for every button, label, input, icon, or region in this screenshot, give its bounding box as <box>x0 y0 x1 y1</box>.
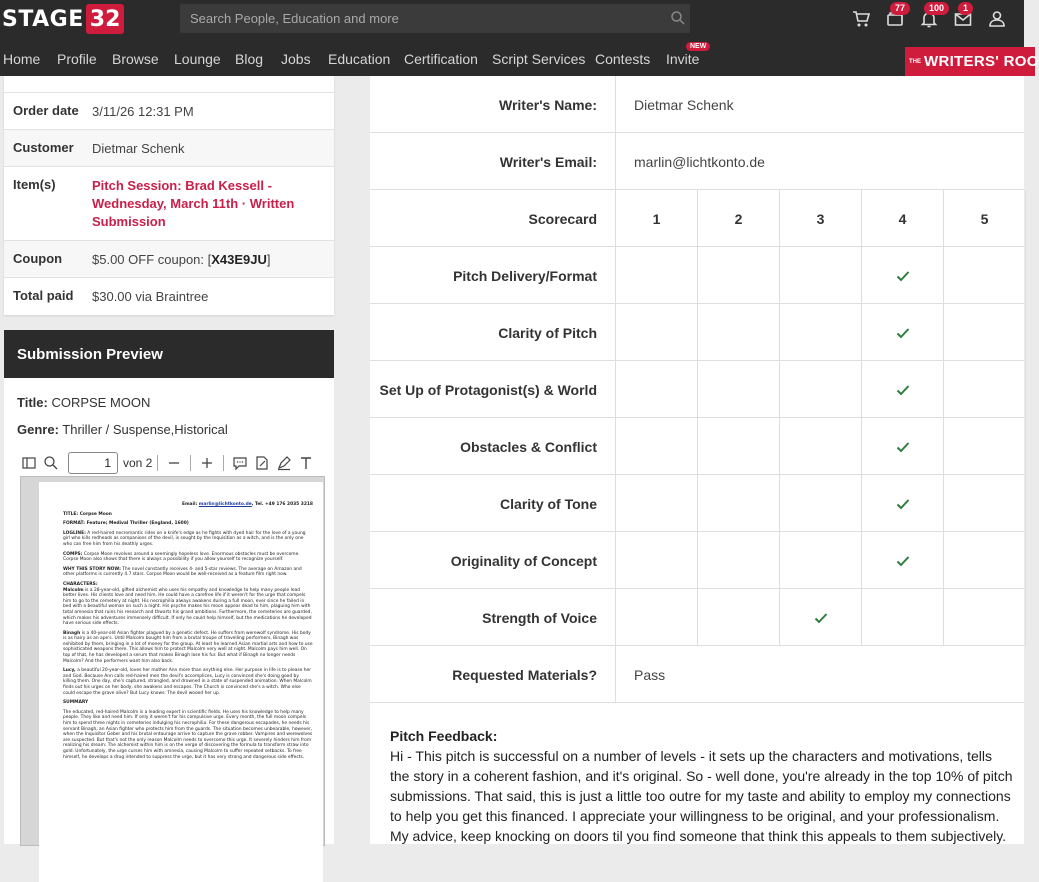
score-cell-5 <box>944 589 1026 646</box>
nav-contests[interactable]: Contests <box>595 51 651 67</box>
pdf-search-button[interactable] <box>40 452 62 474</box>
pdf-email-prefix: Email: <box>181 502 199 507</box>
criterion-row <box>370 247 1024 304</box>
pdf-logline <box>63 531 313 548</box>
feedback-heading: Pitch Feedback: <box>390 728 498 744</box>
scorecard-table <box>370 76 1024 704</box>
scorecard-label: Scorecard <box>370 190 616 247</box>
pdf-summary-text: The educated, red-haired Malcolm is a leading expert in scientific fields. He uses his knowledge to help many people. They like and need him. If only it weren't for his compulsive urge. Every month, the full moon compels him to spend three nights in cemeteries indulging his necrophilia. For these dangerous escapades, he needs his servant Binagh, an Asian fighter who protects him from the guards. The situation becomes unbearable, however, when the Inquisitor Geber and his brutal entourage arrive to capture the grave robber. Vampires and werewolves are suspected. But that's not the only reason Malcolm needs to overcome this urge. It severely hinders him from realizing his dream: The alchemist within him is on the verge of discovering the formula to transform straw into gold. Unfortunately, the urge curses him with amnesia, causing Malcolm to suffer repeated setbacks. To free himself, he develops a drug intended to suppress the urge, but it has very strong and dangerous side effects. <box>63 709 313 760</box>
pdf-why-label: WHY THIS STORY NOW: <box>63 566 121 572</box>
items-label: Item(s) <box>13 177 56 192</box>
writer-email-label: Writer's Email: <box>370 133 616 190</box>
score-cell-3 <box>780 247 862 304</box>
search-bar <box>180 4 690 33</box>
comment-icon <box>232 455 248 471</box>
zoom-out-button[interactable] <box>163 452 185 474</box>
score-cell-5 <box>944 304 1026 361</box>
nav-invite[interactable]: Invite <box>666 51 700 67</box>
pdf-binagh-text: is a 40-year-old Asian fighter plagued by a genetic defect. He suffers from werewolf syndrome. His body is as hairy as an ape's. Until Malcolm bought him from a brutal troupe of travelling performers, Binagh was exhibited by them, bringing in a lot of money for the group. At least he learned Asian martial arts and how to use sophisticated weapons there. This allows him to protect Malcolm very well at night. Malcolm pays him well. On top of that, he has developed a serum that makes Binagh lose his fur. But what if Binagh no longer needs Malcolm? And the performers want him also back. <box>63 630 313 664</box>
pdf-page <box>39 482 323 882</box>
score-cell-2 <box>698 361 780 418</box>
edit-doc-icon <box>254 455 270 471</box>
score-cell-4 <box>862 418 944 475</box>
pitch-feedback <box>370 704 1024 844</box>
pdf-lucy <box>63 668 313 696</box>
score-cell-1 <box>616 361 698 418</box>
pdf-binagh <box>63 631 313 665</box>
nav-education[interactable]: Education <box>328 51 391 67</box>
text-icon <box>298 455 314 471</box>
scale-1: 1 <box>616 190 698 247</box>
criterion-row <box>370 418 1024 475</box>
criterion-label: Clarity of Pitch <box>370 304 616 361</box>
scale-2: 2 <box>698 190 780 247</box>
page-number-input[interactable] <box>68 452 118 474</box>
score-cell-2 <box>698 304 780 361</box>
notifications-button[interactable] <box>912 2 946 36</box>
order-row-customer <box>4 129 334 166</box>
sidebar-toggle-button[interactable] <box>18 452 40 474</box>
pdf-email-line <box>63 502 313 508</box>
nav-browse[interactable]: Browse <box>112 51 159 67</box>
requested-materials-row <box>370 646 1024 703</box>
coupon-code: X43E9JU <box>211 252 267 267</box>
pdf-comps-text: Corpse Moon revolves around a seemingly hopeless love. Enormous obstacles must be overcome. Corpse Moon also shows that there is always a possibility if you allow yourself to recognize yourself. <box>63 551 300 563</box>
highlight-button[interactable] <box>273 452 295 474</box>
logo-text: STAGE <box>2 6 84 32</box>
total-paid-value: $30.00 via Braintree <box>92 289 209 304</box>
order-date-label: Order date <box>13 103 79 118</box>
score-cell-2 <box>698 532 780 589</box>
score-cell-1 <box>616 589 698 646</box>
inbox-button[interactable] <box>946 2 980 36</box>
submission-preview-header: Submission Preview <box>4 330 334 378</box>
criterion-row <box>370 304 1024 361</box>
order-row-date <box>4 92 334 129</box>
writer-email-row <box>370 133 1024 190</box>
criterion-label: Clarity of Tone <box>370 475 616 532</box>
scale-5: 5 <box>944 190 1026 247</box>
submission-preview <box>4 330 334 844</box>
title-label: Title: <box>17 395 48 410</box>
writer-name-row <box>370 76 1024 133</box>
top-icons <box>844 2 1014 36</box>
logo-number: 32 <box>86 4 125 34</box>
writer-name-value: Dietmar Schenk <box>634 96 734 113</box>
pdf-characters <box>63 582 313 627</box>
score-cell-3 <box>780 532 862 589</box>
pdf-logline-text: A red-haired necromantic rides on a knife's edge as he fights with dyed hair for the love of a young girl who kills redheads as companions of the devil, is sought by the Inquisition as a witch, and is the only one who can free him from his deathly urges. <box>63 530 306 547</box>
scale-3: 3 <box>780 190 862 247</box>
pdf-lucy-text: a beautiful 20-year-old, loves her mother Ann more than anything else. Her purpose in life is to please her and God. Because Ann calls red-haired men the devil's accomplices, Lucy is convinced she's doing good by killing them. One day, she's captured, strangled, and drowned in a state of suspended animation. When Malcolm finds out his urges on her body, she awakens and escapes. The Church is convinced she's a witch. Who else could escape the grave alive? But Lucy knows: The devil wooed her up. <box>63 668 312 696</box>
criterion-label: Set Up of Protagonist(s) & World <box>370 361 616 418</box>
pdf-malcolm-label: Malcolm <box>63 587 84 593</box>
score-cell-5 <box>944 361 1026 418</box>
checkmark-icon <box>895 439 911 455</box>
toolbar-divider <box>157 455 158 471</box>
pdf-lucy-label: Lucy, <box>63 668 76 674</box>
score-cell-2 <box>698 475 780 532</box>
coupon-suffix: ] <box>266 252 271 267</box>
cart-icon <box>851 9 871 29</box>
nav-home[interactable]: Home <box>3 51 41 67</box>
user-icon <box>987 9 1007 29</box>
checkmark-icon <box>895 382 911 398</box>
coupon-prefix: $5.00 OFF coupon: [ <box>92 252 212 267</box>
customer-label: Customer <box>13 140 74 155</box>
writers-room-banner[interactable] <box>905 47 1039 76</box>
criterion-row <box>370 475 1024 532</box>
order-details <box>4 76 334 315</box>
pdf-comps <box>63 552 313 563</box>
checkmark-icon <box>813 610 829 626</box>
nav-profile[interactable]: Profile <box>57 51 97 67</box>
score-cell-4 <box>862 361 944 418</box>
feedback-text: Hi - This pitch is successful on a number of levels - it sets up the characters and motivations, tells the story in a coherent fashion, and it's original. So - well done, you're already in the top 10% of pitch submissions. That said, this is just a little too outre for my taste and ability to employ my connections to help you get this financed. I appreciate your willingness to be original, and your professionalism. My advice, keep knocking on doors til you find someone that think this appeals to them subjectively. <box>390 748 1013 844</box>
submission-genre <box>17 422 228 437</box>
pdf-logline-label: LOGLINE: <box>63 530 86 536</box>
nav-script-services[interactable]: Script Services <box>492 51 586 67</box>
score-cell-2 <box>698 247 780 304</box>
score-cell-4 <box>862 589 944 646</box>
order-row-items <box>4 166 334 240</box>
order-row-coupon <box>4 240 334 277</box>
pdf-email-suffix: , Tel. +49 176 2035 3218 <box>251 502 313 507</box>
edit-button[interactable] <box>251 452 273 474</box>
genre-value: Thriller / Suspense,Historical <box>62 422 228 437</box>
score-cell-1 <box>616 532 698 589</box>
score-cell-5 <box>944 247 1026 304</box>
pdf-comps-label: COMPS: <box>63 551 83 557</box>
score-cell-5 <box>944 418 1026 475</box>
magnifier-icon <box>43 455 59 471</box>
score-cell-2 <box>698 418 780 475</box>
toolbar-divider <box>190 455 191 471</box>
genre-label: Genre: <box>17 422 59 437</box>
score-cell-3 <box>780 361 862 418</box>
nav-jobs[interactable]: Jobs <box>281 51 311 67</box>
page-count: von 2 <box>123 456 153 470</box>
pen-icon <box>276 455 292 471</box>
nav-certification[interactable]: Certification <box>404 51 478 67</box>
criterion-row <box>370 589 1024 646</box>
new-badge: NEW <box>686 42 710 51</box>
criterion-label: Pitch Delivery/Format <box>370 247 616 304</box>
account-button[interactable] <box>980 2 1014 36</box>
search-input[interactable] <box>180 4 660 33</box>
title-value: CORPSE MOON <box>51 395 151 410</box>
inbox-badge: 1 <box>958 2 973 15</box>
criterion-row <box>370 532 1024 589</box>
pdf-email-link[interactable]: marlin@lichtkonto.de <box>198 502 252 507</box>
messages-button[interactable] <box>878 2 912 36</box>
score-cell-4 <box>862 532 944 589</box>
pdf-summary-label: SUMMARY <box>63 700 89 706</box>
score-cell-3 <box>780 304 862 361</box>
requested-materials-label: Requested Materials? <box>370 646 616 703</box>
writer-email-value: marlin@lichtkonto.de <box>634 153 765 170</box>
score-cell-5 <box>944 475 1026 532</box>
score-cell-3 <box>780 475 862 532</box>
pdf-viewer[interactable] <box>20 476 325 846</box>
cart-button[interactable] <box>844 2 878 36</box>
score-cell-3 <box>780 418 862 475</box>
writer-name-label: Writer's Name: <box>370 76 616 133</box>
checkmark-icon <box>895 268 911 284</box>
checkmark-icon <box>895 325 911 341</box>
pdf-why <box>63 567 313 578</box>
text-button[interactable] <box>295 452 317 474</box>
search-icon[interactable] <box>670 10 686 26</box>
pdf-binagh-label: Binagh <box>63 630 81 636</box>
coupon-value <box>92 251 322 277</box>
coupon-label: Coupon <box>13 251 63 266</box>
site-logo[interactable] <box>2 5 124 33</box>
score-cell-4 <box>862 247 944 304</box>
order-row-cut <box>4 76 334 92</box>
notifications-badge: 100 <box>924 2 949 15</box>
pdf-why-text: The novel constantly receives 4- and 5-star reviews. The average on Amazon and other platforms is currently 4.7 stars. Corpse Moon would be well-received as a feature film right now. <box>63 566 302 578</box>
score-cell-5 <box>944 532 1026 589</box>
messages-badge: 77 <box>890 2 910 15</box>
scorecard-header-row <box>370 190 1024 247</box>
top-bar <box>0 0 1024 38</box>
score-cell-4 <box>862 475 944 532</box>
criterion-label: Obstacles & Conflict <box>370 418 616 475</box>
checkmark-icon <box>895 496 911 512</box>
plus-icon <box>200 456 214 470</box>
checkmark-icon <box>895 553 911 569</box>
writers-room-the: THE <box>909 58 921 65</box>
scale-4: 4 <box>862 190 944 247</box>
submission-title <box>17 395 150 410</box>
toolbar-divider <box>223 455 224 471</box>
item-link[interactable]: Pitch Session: Brad Kessell - Wednesday, March 11th · Written Submission <box>92 178 295 229</box>
score-cell-3 <box>780 589 862 646</box>
minus-icon <box>167 456 181 470</box>
pdf-malcolm-text: is a 28-year-old, gifted alchemist who uses his empathy and knowledge to help many people lead better lives. His clients love and need him. He could have a carefree life if it weren't for the urge that compels him to go to the cemetery at night. His necrophilia always awakens during a full moon, ever since he failed in bed with a beautiful woman on such a night. His psyche makes his moon appear dead to him, plaguing him with total amnesia that ruins his research and thwarts his grand ambitions. Furthermore, the cemeteries are guarded, which makes his adventures immensely difficult. If only he could help himself, but the medications he developed have serious side effects. <box>63 587 312 627</box>
order-row-total <box>4 277 334 315</box>
total-paid-label: Total paid <box>13 288 74 303</box>
criterion-label: Strength of Voice <box>370 589 616 646</box>
pdf-chars-label: CHARACTERS: <box>63 581 98 587</box>
writers-room-label: WRITERS' ROO <box>924 53 1039 70</box>
main-nav <box>0 38 1024 76</box>
pdf-format: FORMAT: Feature; Medival Thriller (England, 1600) <box>63 521 189 527</box>
nav-lounge[interactable]: Lounge <box>174 51 221 67</box>
pdf-title: TITLE: Corpse Moon <box>63 511 112 517</box>
zoom-in-button[interactable] <box>196 452 218 474</box>
score-cell-1 <box>616 304 698 361</box>
score-cell-1 <box>616 475 698 532</box>
requested-materials-value: Pass <box>634 666 666 683</box>
score-cell-1 <box>616 247 698 304</box>
comment-button[interactable] <box>229 452 251 474</box>
sidebar-icon <box>21 455 37 471</box>
criterion-label: Originality of Concept <box>370 532 616 589</box>
order-date-value: 3/11/26 12:31 PM <box>92 104 194 119</box>
score-cell-1 <box>616 418 698 475</box>
pdf-toolbar <box>18 448 328 478</box>
score-cell-4 <box>862 304 944 361</box>
criterion-row <box>370 361 1024 418</box>
score-cell-2 <box>698 589 780 646</box>
customer-value: Dietmar Schenk <box>92 141 185 156</box>
nav-blog[interactable]: Blog <box>235 51 264 67</box>
